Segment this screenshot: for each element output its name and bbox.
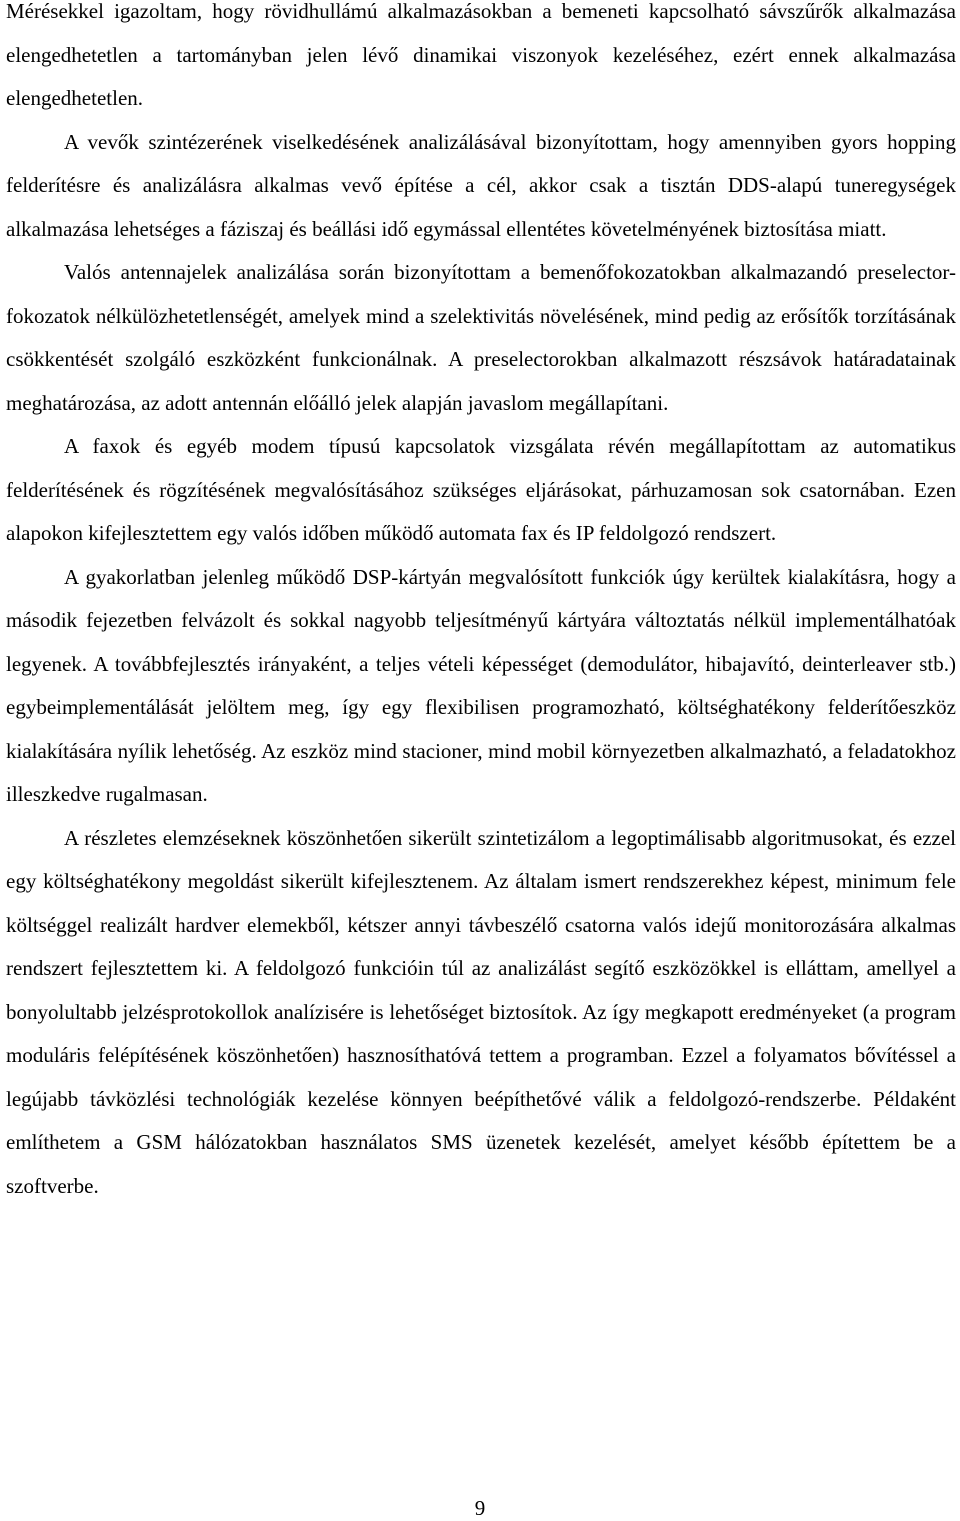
paragraph-1: Mérésekkel igazoltam, hogy rövidhullámú alkalmazásokban a bemeneti kapcsolható sávszűrők alkalmazása elengedhetetlen a tartományban jelen lévő dinamikai viszonyok kezeléséhez, ezért ennek alkalmazása elengedhetetlen. [6,0,956,110]
paragraph-6: A részletes elemzéseknek köszönhetően sikerült szintetizálom a legoptimálisabb algoritmusokat, és ezzel egy költséghatékony megoldást sikerült kifejlesztenem. Az általam ismert rendszerekhez képest, minimum fele költséggel realizált hardver elemekből, kétszer annyi távbeszélő csatorna valós idejű monitorozására alkalmas rendszert fejlesztettem ki. A feldolgozó funkcióin túl az analizálást segítő eszközökkel is elláttam, amellyel a bonyolultabb jelzésprotokollok analízisére is lehetőséget biztosítok. Az így megkapott eredményeket (a program moduláris felépítésének köszönhetően) hasznosíthatóvá tettem a programban. Ezzel a folyamatos bővítéssel a legújabb távközlési technológiák kezelése könnyen beépíthetővé válik a feldolgozó-rendszerbe. Példaként említhetem a GSM hálózatokban használatos SMS üzenetek kezelését, amelyet később építettem be a szoftverbe. [6,825,956,1198]
paragraph-3: Valós antennajelek analizálása során bizonyítottam a bemenőfokozatokban alkalmazandó preselector-fokozatok nélkülözhetetlenségét, amelyek mind a szelektivitás növelésének, mind pedig az erősítők torzításának csökkentését szolgáló eszközként funkcionálnak. A preselectorokban alkalmazott részsávok határadatainak meghatározása, az adott antennán előálló jelek alapján javaslom megállapítani. [6,260,956,415]
document-page [6,0,956,1208]
paragraph-2: A vevők szintézerének viselkedésének analizálásával bizonyítottam, hogy amennyiben gyors hopping felderítésre és analizálásra alkalmas vevő építése a cél, akkor csak a tisztán DDS-alapú tuneregységek alkalmazása lehetséges a fáziszaj és beállási idő egymással ellentétes követelményének biztosítása miatt. [6,129,956,241]
page-number: 9 [474,1496,486,1520]
paragraph-4: A faxok és egyéb modem típusú kapcsolatok vizsgálata révén megállapítottam az automatikus felderítésének és rögzítésének megvalósításához szükséges eljárásokat, párhuzamosan sok csatornában. Ezen alapokon kifejlesztettem egy valós időben működő automata fax és IP feldolgozó rendszert. [6,434,956,545]
paragraph-5: A gyakorlatban jelenleg működő DSP-kártyán megvalósított funkciók úgy kerültek kialakításra, hogy a második fejezetben felvázolt és sokkal nagyobb teljesítményű kártyára változtatás nélkül implementálhatóak legyenek. A továbbfejlesztés irányaként, a teljes vételi képességet (demodulátor, hibajavító, deinterleaver stb.) egybeimplementálását jelöltem meg, így egy flexibilisen programozható, költséghatékony felderítőeszköz kialakítására nyílik lehetőség. Az eszköz mind stacioner, mind mobil környezetben alkalmazható, a feladatokhoz illeszkedve rugalmasan. [6,564,956,806]
